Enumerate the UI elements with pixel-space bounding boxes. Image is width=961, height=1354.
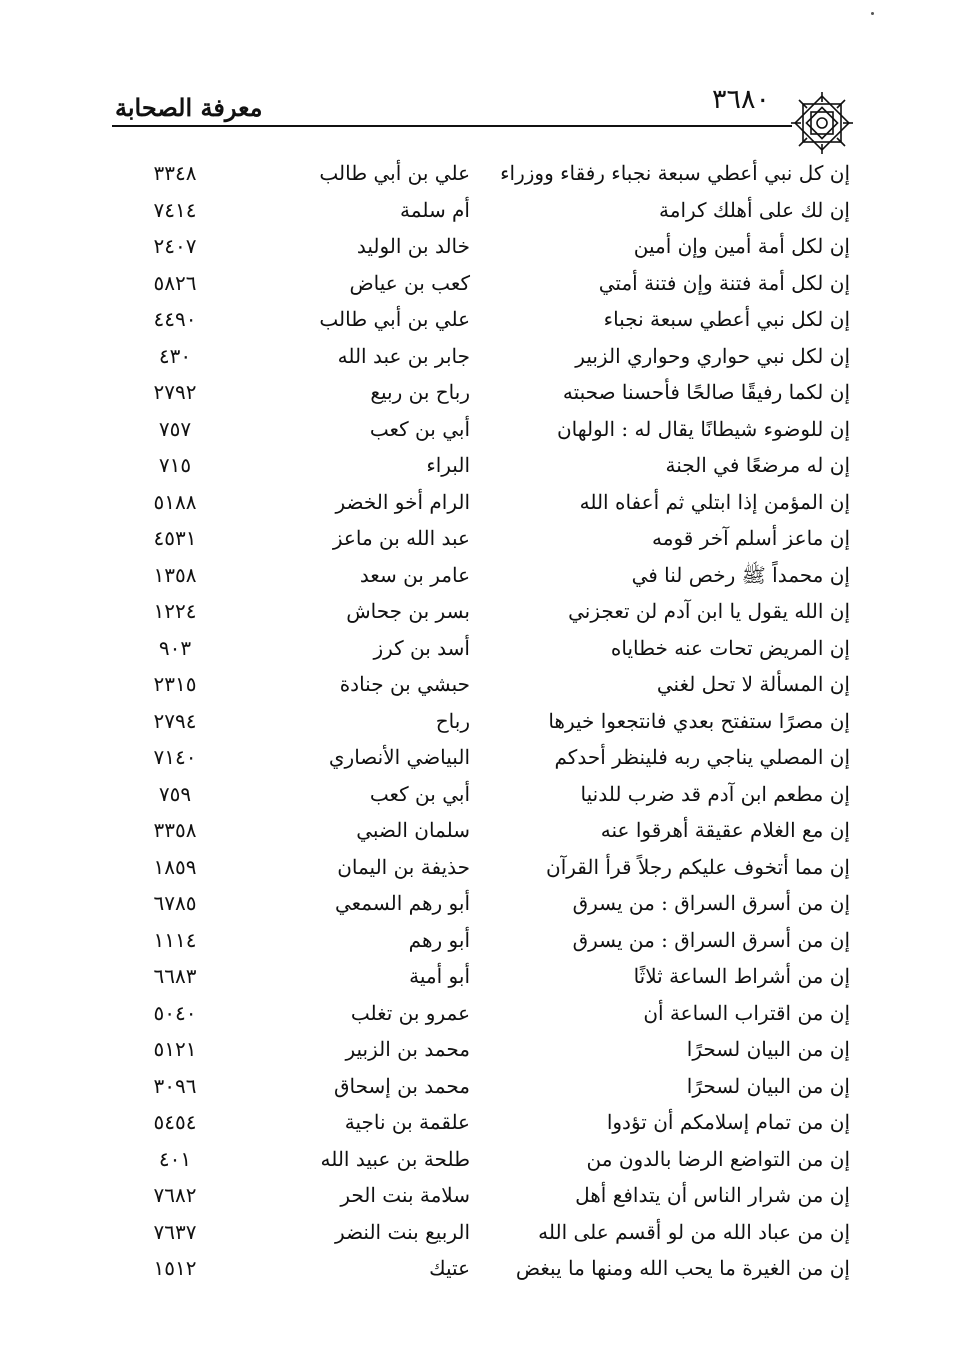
hadith-number: ٣٣٥٨ (153, 818, 197, 842)
hadith-number: ٢٧٩٤ (153, 708, 197, 733)
hadith-number: ٩٠٣ (158, 635, 192, 660)
index-row (0, 339, 961, 373)
hadith-text: إن المسألة لا تحل لغني (656, 672, 850, 696)
hadith-number: ١٨٥٩ (153, 854, 197, 879)
narrator-name: بسر بن جحاش (346, 599, 470, 623)
narrator-name: رباح (435, 708, 470, 733)
narrator-name: أبي بن كعب (369, 781, 470, 806)
hadith-number: ٢٤٠٧ (153, 234, 197, 258)
page-header (0, 0, 961, 160)
index-row (0, 193, 961, 227)
narrator-name: سلمان الضبي (356, 818, 470, 842)
narrator-name: كعب بن عياض (349, 270, 470, 295)
index-row (0, 229, 961, 263)
hadith-number: ٦٦٨٣ (153, 964, 197, 988)
hadith-text: إن لكل أمة أمين وإن أمين (633, 234, 850, 258)
index-row (0, 375, 961, 409)
hadith-number: ٤٠١ (158, 1146, 192, 1171)
hadith-number: ٢٣١٥ (153, 672, 197, 696)
index-row (0, 631, 961, 665)
hadith-text: إن من الغيرة ما يحب الله ومنها ما يبغض (515, 1256, 850, 1280)
narrator-name: أبو رهم السمعي (334, 891, 470, 915)
hadith-number: ٢٧٩٢ (153, 380, 197, 404)
narrator-name: البراء (426, 453, 470, 477)
hadith-text: إن من البيان لسحرًا (686, 1073, 850, 1098)
index-row (0, 448, 961, 482)
index-row (0, 412, 961, 446)
hadith-number: ٥١٨٨ (153, 489, 197, 514)
hadith-text: إن من أسرق السراق : من يسرق (572, 891, 850, 915)
hadith-text: إن الله يقول يا ابن آدم لن تعجزني (568, 599, 850, 623)
hadith-number: ٧٦٨٢ (153, 1183, 197, 1207)
index-row (0, 266, 961, 300)
narrator-name: حذيفة بن اليمان (337, 854, 470, 879)
hadith-text: إن من أشراط الساعة ثلاثًا (633, 964, 850, 988)
hadith-text: إن من تمام إسلامكم أن تؤدوا (606, 1110, 850, 1134)
hadith-text: إن مصرًا ستفتح بعدي فانتجعوا خيرها (548, 708, 850, 733)
hadith-text: إن من عباد الله من لو أقسم على الله (538, 1219, 850, 1244)
page-number: ٣٦٨٠ (712, 84, 771, 115)
hadith-text: إن محمداً ﷺ رخص لنا في (631, 562, 850, 587)
hadith-text: إن مع الغلام عقيقة أهرقوا عنه (600, 818, 850, 842)
hadith-number: ٥٤٥٤ (153, 1110, 197, 1134)
narrator-name: عمرو بن تغلب (350, 1000, 470, 1025)
hadith-number: ٧١٤٠ (153, 745, 197, 769)
index-row (0, 1178, 961, 1212)
hadith-number: ١٥١٢ (153, 1256, 197, 1280)
narrator-name: الربيع بنت النضر (335, 1219, 470, 1244)
narrator-name: طلحة بن عبيد الله (320, 1146, 470, 1171)
narrator-name: أبو رهم (408, 927, 470, 952)
hadith-text: إن لكل نبي أعطي سبعة نجباء (603, 307, 850, 331)
hadith-text: إن للوضوء شيطانًا يقال له : الولهان (556, 416, 850, 441)
hadith-number: ٥١٢١ (153, 1037, 197, 1061)
index-row (0, 777, 961, 811)
narrator-name: أم سلمة (400, 197, 470, 222)
book-title: معرفة الصحابة (115, 93, 263, 122)
index-row (0, 923, 961, 957)
narrator-name: أبو أمية (409, 964, 470, 988)
narrator-name: علي بن أبي طالب (319, 161, 470, 185)
index-row (0, 1142, 961, 1176)
narrator-name: الرام أخو الخضر (335, 489, 470, 514)
index-row (0, 1251, 961, 1285)
hadith-number: ٧٥٩ (158, 781, 192, 806)
narrator-name: خالد بن الوليد (356, 234, 470, 258)
narrator-name: محمد بن الزبير (345, 1037, 470, 1061)
index-row (0, 959, 961, 993)
index-row (0, 813, 961, 847)
index-row (0, 740, 961, 774)
hadith-text: إن من اقتراب الساعة أن (643, 1000, 850, 1025)
narrator-name: عتيك (429, 1256, 470, 1280)
hadith-number: ٤٤٩٠ (153, 307, 197, 331)
hadith-number: ١٣٥٨ (153, 562, 197, 587)
hadith-text: إن المؤمن إذا ابتلي ثم أعفاه الله (579, 489, 850, 514)
hadith-number: ٣٣٤٨ (153, 161, 197, 185)
hadith-number: ٧١٥ (158, 453, 192, 477)
index-row (0, 558, 961, 592)
hadith-number: ٧٦٣٧ (153, 1219, 197, 1244)
hadith-number: ٤٣٠ (158, 343, 192, 368)
hadith-text: إن المصلي يناجي ربه فلينظر أحدكم (554, 745, 850, 769)
narrator-name: جابر بن عبد الله (337, 343, 470, 368)
index-row (0, 156, 961, 190)
hadith-number: ٥٠٤٠ (153, 1000, 197, 1025)
narrator-name: أسد بن كرز (373, 635, 470, 660)
index-row (0, 886, 961, 920)
hadith-text: إن المريض تحات عنه خطاياه (610, 635, 850, 660)
hadith-number: ٤٥٣١ (153, 526, 197, 550)
index-row (0, 1215, 961, 1249)
hadith-number: ٣٠٩٦ (153, 1073, 197, 1098)
narrator-name: علقمة بن ناجية (344, 1110, 470, 1134)
index-row (0, 996, 961, 1030)
narrator-name: رباح بن ربيع (370, 380, 470, 404)
hadith-text: إن من أسرق السراق : من يسرق (572, 927, 850, 952)
hadith-text: إن كل نبي أعطي سبعة نجباء رفقاء ووزراء (500, 161, 850, 185)
hadith-text: إن من التواضع الرضا بالدون من (586, 1146, 850, 1171)
hadith-text: إن له مرضعًا في الجنة (665, 453, 850, 477)
star-ornament-icon (789, 90, 855, 156)
index-row (0, 302, 961, 336)
hadith-text: إن ماعز أسلم آخر قومه (652, 526, 850, 550)
narrator-name: سلامة بنت الحر (340, 1183, 470, 1207)
hadith-text: إن من شرار الناس أن يتدافع أهل (575, 1183, 850, 1207)
narrator-name: أبي بن كعب (369, 416, 470, 441)
hadith-number: ١١١٤ (153, 927, 197, 952)
hadith-text: إن لكل أمة فتنة وإن فتنة أمتي (598, 270, 850, 295)
hadith-number: ٧٥٧ (158, 416, 192, 441)
index-row (0, 594, 961, 628)
index-row (0, 1069, 961, 1103)
index-row (0, 485, 961, 519)
index-row (0, 1032, 961, 1066)
index-row (0, 704, 961, 738)
hadith-text: إن لك على أهلك كرامة (659, 197, 850, 222)
narrator-name: حبشي بن جنادة (339, 672, 470, 696)
index-row (0, 850, 961, 884)
hadith-number: ٦٧٨٥ (153, 891, 197, 915)
hadith-text: إن لكل نبي حواري وحواري الزبير (575, 343, 850, 368)
hadith-number: ١٢٢٤ (153, 599, 197, 623)
narrator-name: علي بن أبي طالب (319, 307, 470, 331)
hadith-text: إن مما أتخوف عليكم رجلاً قرأ القرآن (546, 854, 850, 879)
header-rule (112, 125, 792, 127)
narrator-name: البياضي الأنصاري (328, 745, 470, 769)
hadith-text: إن لكما رفيقًا صالحًا فأحسنا صحبته (562, 380, 850, 404)
hadith-text: إن مطعم ابن آدم قد ضرب للدنيا (580, 781, 850, 806)
index-row (0, 1105, 961, 1139)
narrator-name: محمد بن إسحاق (333, 1073, 470, 1098)
hadith-number: ٥٨٢٦ (153, 270, 197, 295)
index-row (0, 521, 961, 555)
index-row (0, 667, 961, 701)
hadith-number: ٧٤١٤ (153, 197, 197, 222)
narrator-name: عامر بن سعد (359, 562, 470, 587)
hadith-text: إن من البيان لسحرًا (686, 1037, 850, 1061)
narrator-name: عبد الله بن ماعز (332, 526, 470, 550)
